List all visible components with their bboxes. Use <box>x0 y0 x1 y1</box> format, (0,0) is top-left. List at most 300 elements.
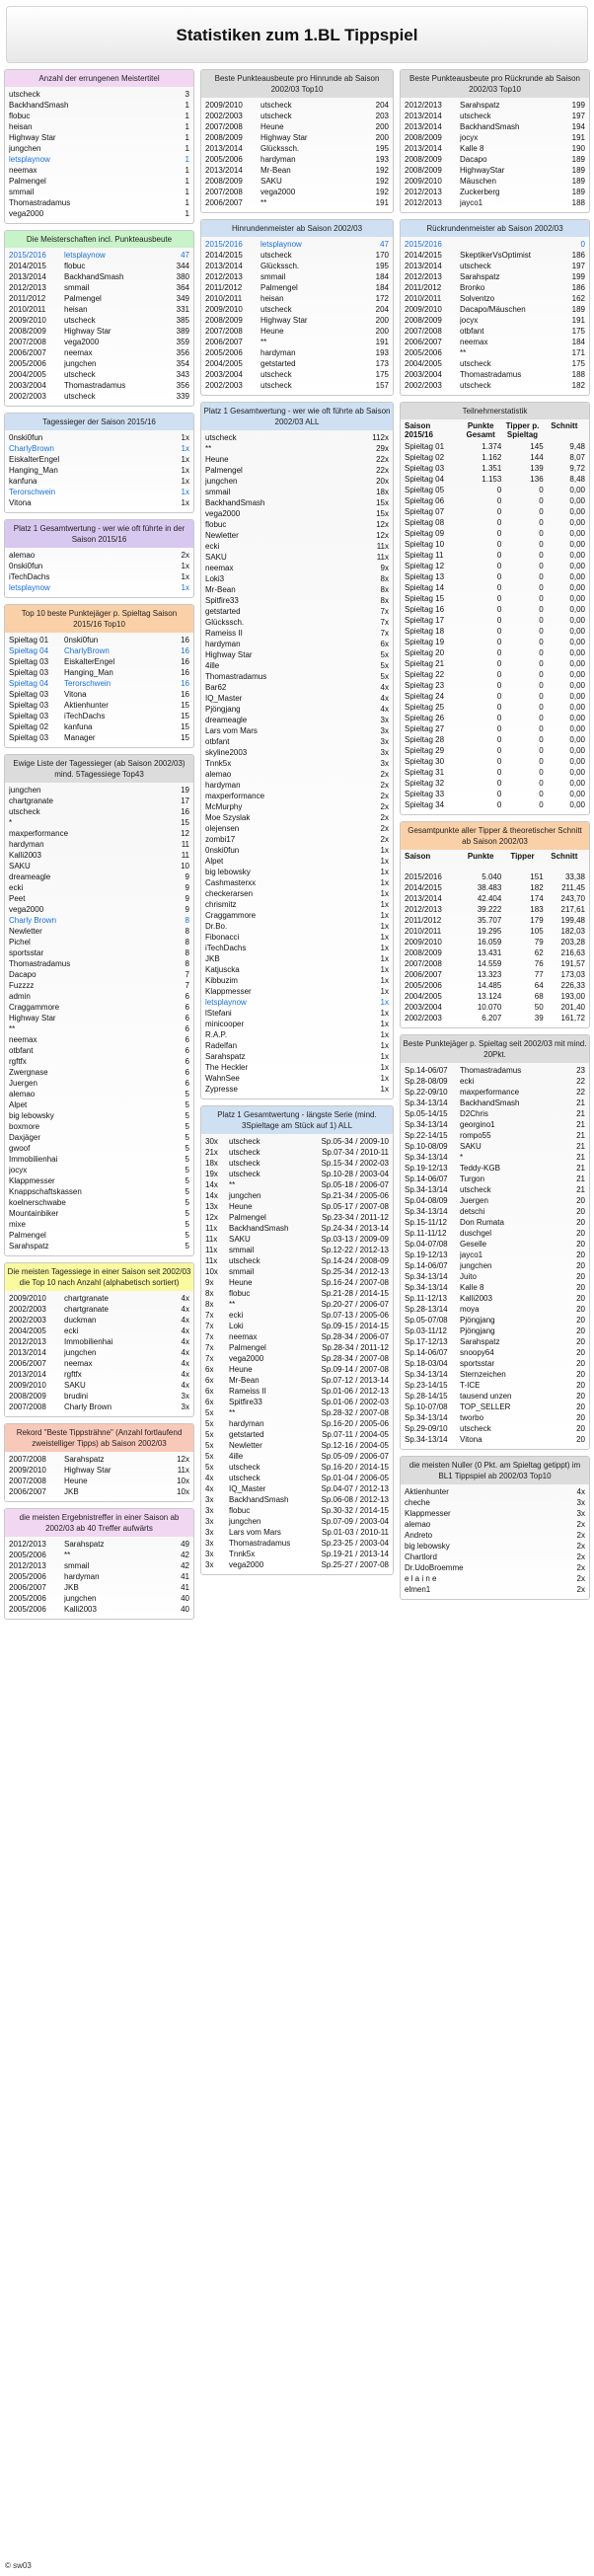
value-cell: 0 <box>580 240 585 249</box>
table-row <box>205 964 389 975</box>
table-row <box>205 1223 389 1234</box>
column-header: Saison <box>405 852 431 861</box>
value-cell: 2x <box>380 813 389 822</box>
value-cell: 29x <box>376 444 389 453</box>
table-row <box>9 132 189 143</box>
table-row <box>9 828 189 839</box>
name-cell: heisan <box>64 305 88 314</box>
value-cell: 1 <box>185 112 189 120</box>
season-cell: 2014/2015 <box>205 251 243 260</box>
value-cell: 0 <box>496 627 502 636</box>
range-cell: Sp.24-34 / 2013-14 <box>321 1224 389 1233</box>
name-cell: cheche <box>405 1498 430 1507</box>
table-row <box>405 1347 585 1358</box>
value-cell: 11x <box>376 542 389 551</box>
table-row <box>205 1331 389 1342</box>
stat-rows <box>5 633 193 747</box>
name-cell: utscheck <box>64 316 96 325</box>
value-cell: 41 <box>181 1572 189 1581</box>
table-row <box>205 1255 389 1266</box>
value-cell: 193 <box>375 155 389 164</box>
value-cell: 15 <box>181 733 189 742</box>
value-cell: 0 <box>539 724 544 733</box>
value-cell: 0 <box>539 562 544 570</box>
table-row <box>9 700 189 711</box>
value-cell: 331 <box>176 305 189 314</box>
value-cell: 344 <box>176 262 189 270</box>
season-cell: 2013/2014 <box>405 122 442 131</box>
range-cell: Sp.10-28 / 2003-04 <box>321 1170 389 1178</box>
season-cell: 2012/2013 <box>9 1561 46 1570</box>
name-cell: lStefani <box>205 1009 232 1018</box>
season-cell: 2005/2006 <box>405 348 442 357</box>
table-row <box>405 1326 585 1336</box>
value-cell: 0,00 <box>569 638 585 646</box>
name-cell: Palmengel <box>205 466 243 475</box>
season-cell: Sp.34-13/14 <box>405 1099 448 1107</box>
value-cell: 174 <box>530 894 544 903</box>
count-cell: 5x <box>205 1463 214 1472</box>
range-cell: Sp.01-04 / 2006-05 <box>321 1474 389 1482</box>
column-header: Saison 2015/16 <box>405 421 433 439</box>
name-cell: Dacapo/Mäuschen <box>460 305 526 314</box>
value-cell: 339 <box>176 392 189 401</box>
value-cell: 0,00 <box>569 572 585 581</box>
name-cell: rgftfx <box>64 1370 82 1379</box>
value-cell: 5x <box>380 672 389 681</box>
name-cell: Thomastradamus <box>460 1066 522 1075</box>
table-row <box>405 261 585 271</box>
value-cell: 15 <box>181 818 189 827</box>
value-cell: 15 <box>181 701 189 710</box>
name-cell: vega2000 <box>229 1560 264 1569</box>
range-cell: Sp.28-34 / 2007-08 <box>321 1354 389 1363</box>
table-row <box>9 1241 189 1251</box>
name-cell: Highway Star <box>260 316 308 325</box>
season-cell: 2002/2003 <box>405 381 442 390</box>
value-cell: 5x <box>380 650 389 659</box>
season-cell: Spieltag 25 <box>405 703 445 712</box>
season-cell: 2005/2006 <box>405 981 442 990</box>
season-cell: 2010/2011 <box>405 294 442 303</box>
season-cell: Spieltag 34 <box>405 800 445 809</box>
value-cell: 5 <box>185 1100 189 1109</box>
name-cell: Glückssch. <box>205 618 245 627</box>
name-cell: 4ille <box>229 1452 244 1461</box>
season-cell: 2007/2008 <box>405 327 442 336</box>
name-cell: Aktienhunter <box>64 701 109 710</box>
season-cell: Spieltag 26 <box>405 714 445 722</box>
table-row <box>205 1473 389 1483</box>
season-cell: 2003/2004 <box>205 370 243 379</box>
table-row <box>9 1486 189 1497</box>
season-cell: 2007/2008 <box>205 188 243 196</box>
table-row <box>9 89 189 100</box>
value-cell: 1x <box>380 889 389 898</box>
season-cell: Sp.34-13/14 <box>405 1435 448 1444</box>
name-cell: Kalle 8 <box>460 144 484 153</box>
count-cell: 8x <box>205 1289 214 1298</box>
season-cell: Spieltag 01 <box>9 636 49 644</box>
table-row <box>405 304 585 315</box>
name-cell: Palmengel <box>9 177 46 186</box>
table-row <box>405 1508 585 1519</box>
table-row <box>405 358 585 369</box>
stat-box-meisten-tagessiege <box>4 1262 194 1417</box>
value-cell: 186 <box>571 283 585 292</box>
table-row <box>9 1056 189 1067</box>
value-cell: 21 <box>576 1164 585 1173</box>
table-row <box>205 823 389 834</box>
value-cell: 0 <box>539 496 544 505</box>
value-cell: 21 <box>576 1153 585 1162</box>
value-cell: 1x <box>181 455 189 464</box>
name-cell: skyline2003 <box>205 748 248 757</box>
value-cell: 2x <box>576 1542 585 1551</box>
name-cell: Zypresse <box>205 1085 238 1094</box>
value-cell: 5 <box>185 1166 189 1174</box>
value-cell: 39 <box>534 1014 544 1023</box>
name-cell: gwoof <box>9 1144 31 1153</box>
name-cell: flobuc <box>9 112 31 120</box>
name-cell: utscheck <box>9 807 40 816</box>
stat-rows <box>401 850 589 1027</box>
value-cell: 182 <box>530 883 544 892</box>
value-cell: 197 <box>571 112 585 120</box>
name-cell: Tnnk5x <box>229 1550 256 1558</box>
range-cell: Sp.07-09 / 2003-04 <box>321 1517 389 1526</box>
season-cell: 2006/2007 <box>9 1359 46 1368</box>
value-cell: 190 <box>571 144 585 153</box>
season-cell: Spieltag 10 <box>405 540 445 549</box>
name-cell: TOP_SELLER <box>460 1402 511 1411</box>
name-cell: big lebowsky <box>9 1111 54 1120</box>
season-cell: Spieltag 03 <box>9 690 49 699</box>
name-cell: Newletter <box>229 1441 262 1450</box>
name-cell: HighwayStar <box>460 166 505 175</box>
stat-rows <box>5 1537 193 1619</box>
table-row <box>9 337 189 347</box>
table-row <box>9 817 189 828</box>
value-cell: 1x <box>380 878 389 887</box>
value-cell: 33,38 <box>564 872 585 881</box>
season-cell: 2011/2012 <box>205 283 243 292</box>
value-cell: 203,28 <box>560 938 585 947</box>
season-cell: Spieltag 05 <box>405 486 445 494</box>
season-cell: 2008/2009 <box>9 327 46 336</box>
value-cell: 1x <box>380 976 389 985</box>
name-cell: hardyman <box>205 640 241 648</box>
table-row <box>405 1098 585 1108</box>
value-cell: 173 <box>375 359 389 368</box>
season-cell: 2012/2013 <box>405 101 442 110</box>
season-cell: 2014/2015 <box>405 883 442 892</box>
stat-box-title: Platz 1 Gesamtwertung - wer wie oft führte ab Saison 2002/03 ALL <box>201 403 393 430</box>
value-cell: 10x <box>177 1487 189 1496</box>
name-cell: hardyman <box>229 1419 264 1428</box>
season-cell: 2006/2007 <box>205 338 243 346</box>
name-cell: ** <box>229 1180 236 1189</box>
value-cell: 22 <box>576 1088 585 1097</box>
season-cell: Spieltag 31 <box>405 768 445 777</box>
name-cell: hardyman <box>9 840 44 849</box>
value-cell: 184 <box>375 272 389 281</box>
table-row <box>205 239 389 250</box>
name-cell: tworbo <box>460 1413 484 1422</box>
name-cell: Knappschaftskassen <box>9 1187 82 1196</box>
season-cell: 2007/2008 <box>9 1477 46 1485</box>
season-cell: Sp.11-12/13 <box>405 1294 447 1303</box>
name-cell: smmail <box>64 283 90 292</box>
count-cell: 7x <box>205 1332 214 1341</box>
value-cell: 0 <box>496 757 502 766</box>
stat-box-platz1-alle <box>200 402 394 1099</box>
name-cell: dreameagle <box>205 716 248 724</box>
table-row <box>405 626 585 637</box>
stat-box-tagessieger <box>4 413 194 513</box>
value-cell: 191,57 <box>560 959 585 968</box>
value-cell: 0,00 <box>569 518 585 527</box>
table-row <box>205 1051 389 1062</box>
value-cell: 0 <box>496 746 502 755</box>
name-cell: ecki <box>64 1326 79 1335</box>
name-cell: jungchen <box>9 786 41 795</box>
season-cell: 2010/2011 <box>9 305 46 314</box>
table-row <box>205 1245 389 1255</box>
value-cell: 5 <box>185 1220 189 1229</box>
table-row <box>405 615 585 626</box>
table-row <box>9 1208 189 1219</box>
value-cell: 0,00 <box>569 507 585 516</box>
table-row <box>205 315 389 326</box>
name-cell: jungchen <box>205 477 238 486</box>
range-cell: Sp.28-32 / 2007-08 <box>321 1408 389 1417</box>
name-cell: utscheck <box>460 1185 491 1194</box>
range-cell: Sp.05-17 / 2007-08 <box>321 1202 389 1211</box>
name-cell: neemax <box>9 1035 37 1044</box>
name-cell: BackhandSmash <box>9 101 69 110</box>
season-cell: 2003/2004 <box>405 1003 442 1012</box>
name-cell: Hanging_Man <box>9 466 58 475</box>
season-cell: 2014/2015 <box>405 251 442 260</box>
table-row <box>205 921 389 932</box>
value-cell: 343 <box>176 370 189 379</box>
value-cell: 1 <box>185 177 189 186</box>
season-cell: 2004/2005 <box>405 359 442 368</box>
value-cell: 7x <box>380 629 389 638</box>
table-row <box>205 801 389 812</box>
season-cell: Sp.34-13/14 <box>405 1185 448 1194</box>
value-cell: 188 <box>571 370 585 379</box>
value-cell: 8 <box>185 948 189 957</box>
table-row <box>9 678 189 689</box>
table-row <box>205 877 389 888</box>
table-row <box>205 563 389 573</box>
value-cell: 201,40 <box>560 1003 585 1012</box>
stat-box-meisten-ergebnistreffer <box>4 1508 194 1620</box>
table-row <box>9 358 189 369</box>
table-row <box>405 1087 585 1098</box>
name-cell: JKB <box>205 954 220 963</box>
season-cell: 2013/2014 <box>405 112 442 120</box>
value-cell: 47 <box>181 251 189 260</box>
season-cell: 2011/2012 <box>405 283 442 292</box>
name-cell: hardyman <box>260 155 296 164</box>
value-cell: 3x <box>380 759 389 768</box>
table-row <box>9 582 189 593</box>
value-cell: 62 <box>534 948 544 957</box>
season-cell: 2008/2009 <box>405 316 442 325</box>
name-cell: Heune <box>64 1477 88 1485</box>
table-row <box>405 947 585 958</box>
name-cell: Terorschwein <box>9 488 56 496</box>
season-cell: Spieltag 29 <box>405 746 445 755</box>
name-cell: getstarted <box>229 1430 264 1439</box>
table-row <box>405 463 585 474</box>
season-cell: Spieltag 20 <box>405 648 445 657</box>
name-cell: minicooper <box>205 1020 245 1028</box>
count-cell: 4x <box>205 1484 214 1493</box>
name-cell: zombi17 <box>205 835 236 844</box>
page-title: Statistiken zum 1.BL Tippspiel <box>6 6 588 63</box>
season-cell: 2006/2007 <box>205 198 243 207</box>
season-cell: 2007/2008 <box>205 327 243 336</box>
name-cell: tausend unzen <box>460 1392 512 1401</box>
table-row <box>205 1429 389 1440</box>
table-row <box>9 1326 189 1336</box>
table-row <box>9 571 189 582</box>
season-cell: 2013/2014 <box>405 144 442 153</box>
name-cell: maxperformance <box>460 1088 520 1097</box>
name-cell: Zwergnase <box>9 1068 48 1077</box>
name-cell: Alpet <box>205 857 224 866</box>
name-cell: Palmengel <box>229 1343 266 1352</box>
value-cell: 20 <box>576 1348 585 1357</box>
value-cell: 47 <box>380 240 389 249</box>
table-row <box>205 758 389 769</box>
column-header: Schnitt <box>551 852 578 861</box>
value-cell: 4x <box>181 1337 189 1346</box>
value-cell: 6 <box>185 1046 189 1055</box>
name-cell: Kalle 8 <box>460 1283 484 1292</box>
value-cell: 200 <box>375 133 389 142</box>
value-cell: 112x <box>372 433 389 442</box>
count-cell: 14x <box>205 1191 218 1200</box>
stat-box-title: Platz 1 Gesamtwertung - wer wie oft führte in der Saison 2015/16 <box>5 520 193 548</box>
season-cell: 2002/2003 <box>205 112 243 120</box>
name-cell: Sarahspatz <box>205 1052 246 1061</box>
name-cell: SAKU <box>205 553 227 562</box>
table-row <box>9 550 189 561</box>
table-row <box>205 899 389 910</box>
stat-box-hinrundenmeister <box>200 219 394 396</box>
name-cell: Sarahspatz <box>64 1455 105 1464</box>
name-cell: Lars vom Mars <box>229 1528 281 1537</box>
value-cell: 349 <box>176 294 189 303</box>
table-row <box>405 347 585 358</box>
name-cell: Highway Star <box>9 1014 56 1023</box>
value-cell: 12 <box>181 829 189 838</box>
table-row <box>205 617 389 628</box>
name-cell: sportsstar <box>460 1359 495 1368</box>
value-cell: 162 <box>571 294 585 303</box>
table-row <box>9 391 189 402</box>
name-cell: snoopy64 <box>460 1348 494 1357</box>
value-cell: 4x <box>181 1359 189 1368</box>
season-cell: Spieltag 18 <box>405 627 445 636</box>
table-row <box>205 454 389 465</box>
table-row <box>405 871 585 882</box>
table-row <box>9 1197 189 1208</box>
name-cell: ** <box>64 1551 71 1559</box>
range-cell: Sp.21-34 / 2005-06 <box>321 1191 389 1200</box>
stat-box-title: Beste Punktejäger p. Spieltag seit 2002/03 mit mind. 20Pkt. <box>401 1035 589 1063</box>
value-cell: 1x <box>380 922 389 931</box>
name-cell: Juergen <box>460 1196 488 1205</box>
name-cell: Mr-Bean <box>229 1376 260 1385</box>
range-cell: Sp.07-34 / 2010-11 <box>322 1148 389 1157</box>
name-cell: chartgranate <box>64 1294 109 1303</box>
table-row <box>205 541 389 552</box>
table-row <box>405 315 585 326</box>
table-row <box>9 476 189 487</box>
table-row <box>405 1260 585 1271</box>
name-cell: ** <box>460 348 467 357</box>
value-cell: 0,00 <box>569 724 585 733</box>
table-row <box>205 606 389 617</box>
table-row <box>205 639 389 649</box>
table-row <box>9 304 189 315</box>
stat-box-beste-punktejaeger <box>400 1034 590 1450</box>
season-cell: Spieltag 24 <box>405 692 445 701</box>
season-cell: Spieltag 02 <box>9 722 49 731</box>
name-cell: Thomastradamus <box>9 959 71 968</box>
value-cell: 9x <box>380 564 389 572</box>
value-cell: 157 <box>375 381 389 390</box>
value-cell: 4x <box>181 1370 189 1379</box>
value-cell: 3x <box>576 1498 585 1507</box>
column-left <box>4 69 194 1626</box>
season-cell: Sp.14-06/07 <box>405 1261 448 1270</box>
name-cell: utscheck <box>229 1170 260 1178</box>
table-row <box>9 1023 189 1034</box>
value-cell: 0 <box>496 496 502 505</box>
value-cell: 0 <box>539 605 544 614</box>
table-row <box>405 571 585 582</box>
table-row <box>205 487 389 497</box>
value-cell: 0,00 <box>569 540 585 549</box>
value-cell: 1x <box>380 998 389 1007</box>
name-cell: rgftfx <box>9 1057 27 1066</box>
name-cell: Klappmesser <box>9 1176 55 1185</box>
value-cell: 0 <box>496 562 502 570</box>
stat-rows <box>401 1063 589 1449</box>
name-cell: 4ille <box>205 661 220 670</box>
season-cell: Sp.34-13/14 <box>405 1153 448 1162</box>
name-cell: Spitfire33 <box>229 1398 262 1406</box>
table-row <box>405 165 585 176</box>
season-cell: 2012/2013 <box>205 272 243 281</box>
value-cell: 0,00 <box>569 779 585 788</box>
value-cell: 0 <box>496 572 502 581</box>
name-cell: Daxjäger <box>9 1133 41 1142</box>
table-row <box>405 1497 585 1508</box>
value-cell: 13.124 <box>477 992 502 1001</box>
column-middle <box>200 69 394 1581</box>
table-row <box>9 1582 189 1593</box>
value-cell: 0,00 <box>569 670 585 679</box>
value-cell: 0,00 <box>569 616 585 625</box>
